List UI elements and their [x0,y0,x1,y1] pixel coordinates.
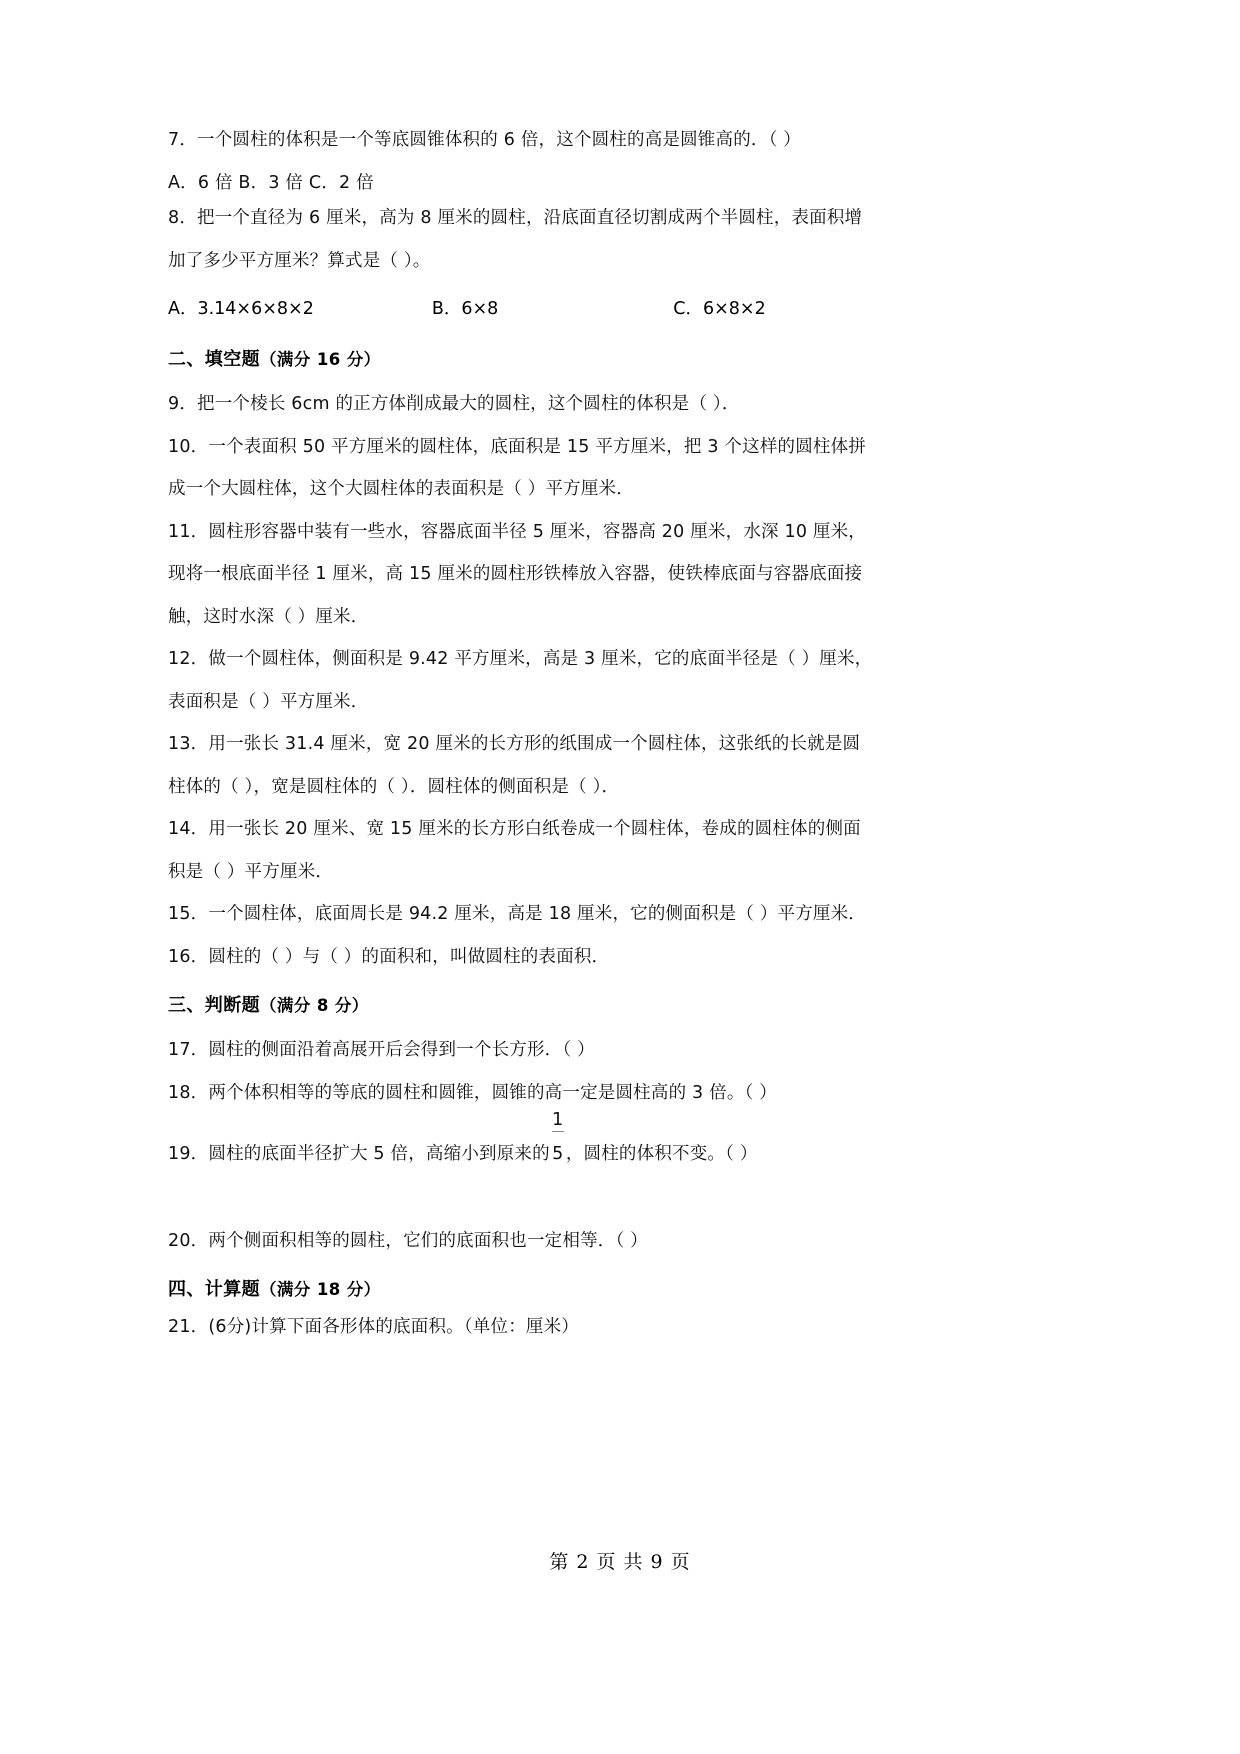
fraction-bar [552,1131,564,1132]
section-label: 四、计算题 [168,1279,260,1300]
section-score: （满分 18 分） [260,1280,381,1299]
spacer [168,796,1078,821]
question-14-line-1: 14．用一张长 20 厘米、宽 15 厘米的长方形白纸卷成一个圆柱体，卷成的圆柱体的侧面 [168,819,861,839]
section-heading-true-false [168,991,1078,1017]
spacer [168,270,1078,295]
question-11-line-2: 现将一根底面半径 1 厘米，高 15 厘米的圆柱形铁棒放入容器，使铁棒底面与容器底面接 [168,564,863,584]
spacer [168,626,1078,651]
question-11-line-3: 触，这时水深（ ）厘米． [168,606,369,627]
spacer [168,669,1078,694]
question-16-text: 16．圆柱的（ ）与（ ）的面积和，叫做圆柱的表面积． [168,946,610,967]
spacer [168,456,1078,481]
question-13-line-2: 柱体的（ ），宽是圆柱体的（ ）．圆柱体的侧面积是（ ）． [168,776,620,797]
question-15-text: 15．一个圆柱体，底面周长是 94.2 厘米，高是 18 厘米，它的侧面积是（ ）平方厘米． [168,904,867,924]
spacer [168,584,1078,609]
question-10-line-2: 成一个大圆柱体，这个大圆柱体的表面积是（ ）平方厘米． [168,479,634,499]
section-label: 二、填空题 [168,349,260,370]
question-19-prefix: 19．圆柱的底面半径扩大 5 倍，高缩小到原来的 [168,1144,550,1164]
question-8-options [168,295,1078,320]
spacer [168,839,1078,864]
question-14-line-2: 积是（ ）平方厘米． [168,861,334,882]
spacer [168,711,1078,736]
section-label: 三、判断题 [168,995,260,1016]
question-8-option-c: C．6×8×2 [673,299,766,319]
question-19-text [168,1110,1078,1164]
section-heading-fill-in-blank [168,345,1078,371]
spacer [168,541,1078,566]
spacer [168,754,1078,779]
spacer [168,1102,1078,1146]
spacer [168,924,1078,949]
question-17-text: 17．圆柱的侧面沿着高展开后会得到一个长方形．（ ） [168,1040,595,1060]
spacer [168,320,1078,345]
question-20-text: 20．两个侧面积相等的圆柱，它们的底面积也一定相等．（ ） [168,1230,648,1251]
fraction-one-fifth [551,1110,565,1164]
spacer [168,228,1078,253]
question-11-line-1: 11．圆柱形容器中装有一些水，容器底面半径 5 厘米，容器高 20 厘米，水深 10 厘米， [168,521,867,542]
spacer [168,414,1078,439]
question-19-suffix: ，圆柱的体积不变。（ ） [565,1144,758,1164]
question-8-line-2: 加了多少平方厘米？算式是（ ）。 [168,250,431,271]
question-7-text: 7．一个圆柱的体积是一个等底圆锥体积的 6 倍，这个圆柱的高是圆锥高的．（ ） [168,130,802,150]
question-9-text: 9．把一个棱长 6cm 的正方体削成最大的圆柱，这个圆柱的体积是（ ）． [168,394,740,414]
section-score: （满分 8 分） [260,996,369,1015]
spacer [168,1250,1078,1275]
spacer [168,371,1078,396]
spacer [168,150,1078,175]
question-18-text: 18．两个体积相等的等底的圆柱和圆锥，圆锥的高一定是圆柱高的 3 倍。（ ） [168,1082,777,1103]
fraction-numerator: 1 [552,1110,564,1130]
spacer [168,1164,1078,1208]
spacer [168,966,1078,991]
section-heading-calculation [168,1275,1078,1301]
page-footer: 第 2 页 共 9 页 [549,1551,691,1573]
question-8-option-b: B．6×8 [431,299,499,319]
question-21-text: 21．(6分)计算下面各形体的底面积。（单位：厘米） [168,1317,580,1337]
spacer [168,1060,1078,1085]
question-7-options: A．6 倍 B．3 倍 C．2 倍 [168,172,374,193]
fraction-denominator: 5 [552,1144,564,1164]
section-score: （满分 16 分） [260,350,381,369]
spacer [168,881,1078,906]
exam-content [168,132,1078,1337]
question-8-option-a: A．3.14×6×8×2 [168,299,314,319]
spacer [168,499,1078,524]
spacer [168,1017,1078,1042]
question-10-line-1: 10．一个表面积 50 平方厘米的圆柱体，底面积是 15 平方厘米，把 3 个这样的圆柱体拼 [168,436,867,457]
question-8-line-1: 8．把一个直径为 6 厘米，高为 8 厘米的圆柱，沿底面直径切割成两个半圆柱，表面积增 [168,208,863,228]
question-12-line-1: 12．做一个圆柱体，侧面积是 9.42 平方厘米，高是 3 厘米，它的底面半径是（ ）厘米， [168,649,873,669]
question-13-line-1: 13．用一张长 31.4 厘米，宽 20 厘米的长方形的纸围成一个圆柱体，这张纸的长就是圆 [168,734,861,754]
question-12-line-2: 表面积是（ ）平方厘米． [168,691,369,712]
spacer [168,1208,1078,1233]
